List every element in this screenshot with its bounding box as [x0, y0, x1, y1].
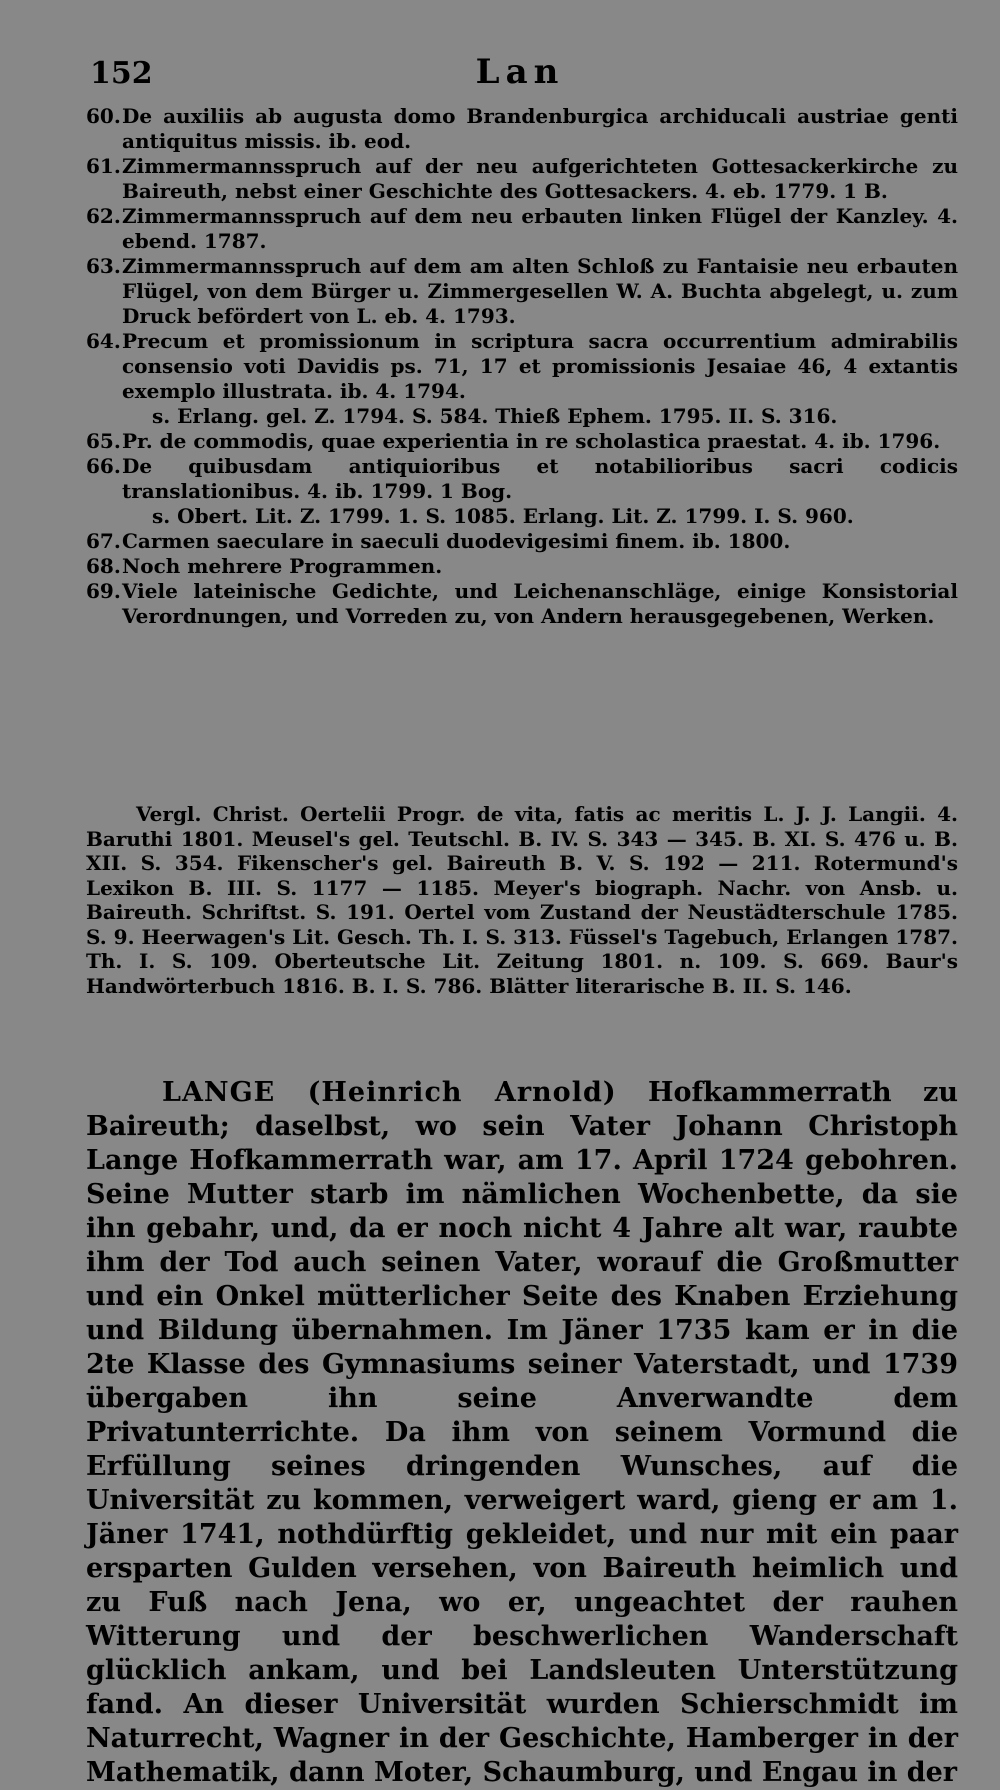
list-item — [86, 454, 958, 504]
item-text: Carmen saeculare in saeculi duodevigesimi finem. ib. 1800. — [122, 529, 791, 553]
item-text: Zimmermannsspruch auf der neu aufgerichteten Gottesackerkirche zu Baireuth, nebst einer Geschichte des Gottesackers. 4. eb. 1779. 1 B. — [122, 154, 958, 203]
item-number: 64. — [86, 329, 121, 353]
item-citation: s. Obert. Lit. Z. 1799. 1. S. 1085. Erlang. Lit. Z. 1799. I. S. 960. — [152, 504, 854, 528]
item-text: Zimmermannsspruch auf dem neu erbauten linken Flügel der Kanzley. 4. ebend. 1787. — [122, 204, 958, 253]
list-item — [86, 329, 958, 404]
list-item — [86, 579, 958, 629]
item-number: 67. — [86, 529, 121, 553]
biography-paragraph — [86, 1076, 958, 1790]
biography-heading: LANGE (Heinrich Arnold) — [162, 1077, 617, 1108]
biography-text: Hofkammerrath zu Baireuth; daselbst, wo sein Vater Johann Christoph Lange Hofkammerrath war, am 17. April 1724 gebohren. Seine Mutter starb im nämlichen Wochenbette, da sie ihn gebahr, und, da er noch nicht 4 Jahre alt war, raubte ihm der Tod auch seinen Vater, worauf die Großmutter und ein Onkel mütterlicher Seite des Knaben Erziehung und Bildung übernahmen. Im Jäner 1735 kam er in die 2te Klasse des Gymnasiums seiner Vaterstadt, und 1739 übergaben ihn seine Anverwandte dem Privatunterrichte. Da ihm von seinem Vormund die Erfüllung seines dringenden Wunsches, auf die Universität zu kommen, verweigert ward, gieng er am 1. Jäner 1741, nothdürftig gekleidet, und nur mit ein paar ersparten Gulden versehen, von Baireuth heimlich und zu Fuß nach Jena, wo er, ungeachtet der rauhen Witterung und der beschwerlichen Wanderschaft glücklich ankam, und bei Landsleuten Unterstützung fand. An dieser Universität wurden Schierschmidt im Naturrecht, Wagner in der Geschichte, Hamberger in der Mathematik, dann Moter, Schaumburg, und Engau in der — [86, 1077, 959, 1788]
item-number: 60. — [86, 104, 121, 128]
item-text: Viele lateinische Gedichte, und Leichenanschläge, einige Konsistorial Verordnungen, und Vorreden zu, von Andern herausgegebenen, Werken. — [122, 579, 958, 628]
page-number: 152 — [90, 56, 153, 91]
item-number: 69. — [86, 579, 121, 603]
item-text: Pr. de commodis, quae experientia in re scholastica praestat. 4. ib. 1796. — [122, 429, 941, 453]
item-text: De quibusdam antiquioribus et notabilioribus sacri codicis translationibus. 4. ib. 1799. 1 Bog. — [122, 454, 958, 503]
list-item — [86, 429, 958, 454]
references-paragraph: Vergl. Christ. Oertelii Progr. de vita, fatis ac meritis L. J. J. Langii. 4. Baruthi 1801. Meusel's gel. Teutschl. B. IV. S. 343 — 345. B. XI. S. 476 u. B. XII. S. 354. Fikenscher's gel. Baireuth B. V. S. 192 — 211. Rotermund's Lexikon B. III. S. 1177 — 1185. Meyer's biograph. Nachr. von Ansb. u. Baireuth. Schriftst. S. 191. Oertel vom Zustand der Neustädterschule 1785. S. 9. Heerwagen's Lit. Gesch. Th. I. S. 313. Füssel's Tagebuch, Erlangen 1787. Th. I. S. 109. Oberteutsche Lit. Zeitung 1801. n. 109. S. 669. Baur's Handwörterbuch 1816. B. I. S. 786. Blätter literarische B. II. S. 146. — [86, 802, 958, 998]
item-citation: s. Erlang. gel. Z. 1794. S. 584. Thieß Ephem. 1795. II. S. 316. — [152, 404, 838, 428]
item-number: 61. — [86, 154, 121, 178]
item-text: De auxiliis ab augusta domo Brandenburgica archiducali austriae genti antiquitus missis. ib. eod. — [122, 104, 958, 153]
item-text: Noch mehrere Programmen. — [122, 554, 443, 578]
item-number: 65. — [86, 429, 121, 453]
list-item — [86, 254, 958, 329]
list-item — [86, 204, 958, 254]
list-item — [86, 554, 958, 579]
item-number: 62. — [86, 204, 121, 228]
item-number: 68. — [86, 554, 121, 578]
page-header — [90, 52, 950, 98]
item-number: 66. — [86, 454, 121, 478]
item-text: Zimmermannsspruch auf dem am alten Schloß zu Fantaisie neu erbauten Flügel, von dem Bürger u. Zimmergesellen W. A. Buchta abgelegt, u. zum Druck befördert von L. eb. 4. 1793. — [122, 254, 958, 328]
item-number: 63. — [86, 254, 121, 278]
running-head: Lan — [475, 52, 565, 92]
list-item — [86, 104, 958, 154]
list-item — [86, 529, 958, 554]
works-list — [86, 104, 958, 629]
item-text: Precum et promissionum in scriptura sacra occurrentium admirabilis consensio voti Davidis ps. 71, 17 et promissionis Jesaiae 46, 4 extantis exemplo illustrata. ib. 4. 1794. — [122, 329, 958, 403]
list-item — [86, 154, 958, 204]
